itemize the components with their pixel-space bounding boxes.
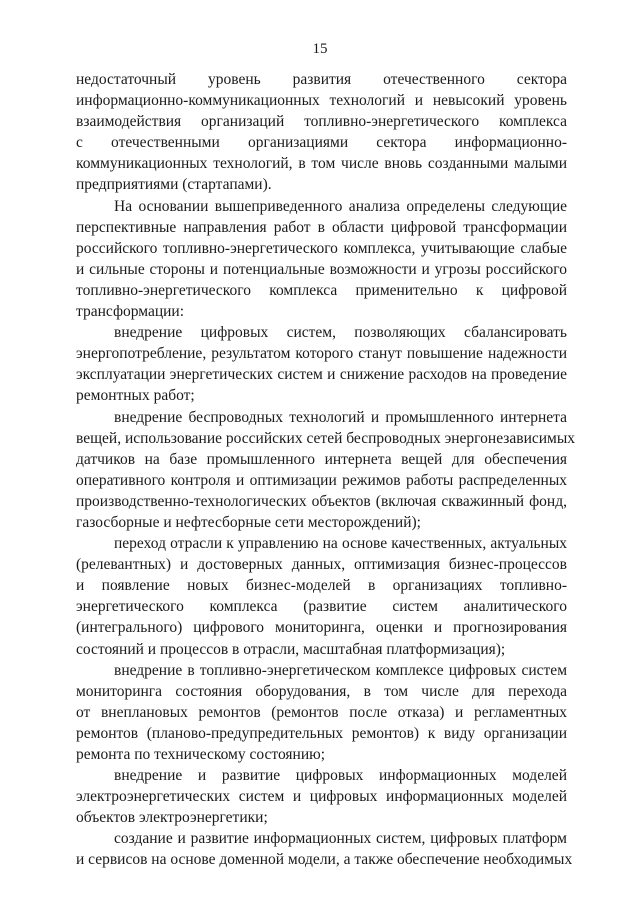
text-line: предприятиями (стартапами). [76, 176, 272, 194]
text-line: (релевантных) и достоверных данных, оптимизация бизнес-процессов [76, 556, 567, 574]
text-line: трансформации: [76, 303, 185, 321]
text-line: внедрение в топливно-энергетическом комплексе цифровых систем [114, 661, 567, 679]
text-line: коммуникационных технологий, в том числе вновь созданными малыми [76, 155, 567, 173]
text-line: внедрение и развитие цифровых информационных моделей [114, 767, 567, 785]
paragraph [76, 69, 567, 196]
text-line: переход отрасли к управлению на основе качественных, актуальных [114, 535, 567, 553]
text-line: и появление новых бизнес-моделей в организациях топливно- [76, 577, 567, 595]
paragraph [76, 196, 567, 323]
text-line: топливно-энергетического комплекса применительно к цифровой [76, 281, 567, 299]
paragraph [76, 765, 567, 828]
text-line: вещей, использование российских сетей беспроводных энергонезависимых [76, 429, 576, 447]
text-line: и сервисов на основе доменной модели, а также обеспечение необходимых [76, 851, 573, 869]
text-line: перспективные направления работ в области цифровой трансформации [76, 218, 567, 236]
text-line: энергетического комплекса (развитие систем аналитического [76, 598, 567, 616]
text-line: электроэнергетических систем и цифровых информационных моделей [76, 788, 567, 806]
text-line: состояний и процессов в отрасли, масштабная платформизация); [76, 640, 506, 658]
page-number: 15 [312, 41, 328, 57]
text-line: На основании вышеприведенного анализа определены следующие [114, 197, 567, 215]
text-line: эксплуатации энергетических систем и снижение расходов на проведение [76, 366, 567, 384]
paragraph [76, 322, 567, 406]
text-line: взаимодействия организаций топливно-энергетического комплекса [76, 113, 567, 131]
text-line: ремонта по техническому состоянию; [76, 746, 326, 763]
text-line: датчиков на базе промышленного интернета вещей для обеспечения [76, 450, 567, 468]
text-line: энергопотребление, результатом которого станут повышение надежности [76, 345, 567, 363]
text-line: производственно-технологических объектов (включая скважинный фонд, [76, 492, 567, 510]
text-line: ремонтов (планово-предупредительных ремонтов) к виду организации [76, 724, 567, 742]
text-line: российского топливно-энергетического комплекса, учитывающие слабые [76, 239, 567, 257]
text-line: объектов электроэнергетики; [76, 809, 268, 827]
text-line: внедрение беспроводных технологий и промышленного интернета [114, 408, 567, 426]
paragraph [76, 828, 573, 870]
paragraph [76, 407, 576, 534]
text-line: газосборные и нефтесборные сети месторождений); [76, 513, 421, 531]
text-line: (интегрального) цифрового мониторинга, оценки и прогнозирования [76, 619, 567, 637]
text-line: ремонтных работ; [76, 387, 195, 405]
text-line: от внеплановых ремонтов (ремонтов после отказа) и регламентных [76, 703, 567, 721]
paragraph [76, 660, 567, 765]
text-line: мониторинга состояния оборудования, в том числе для перехода [76, 682, 567, 700]
text-line: с отечественными организациями сектора информационно- [76, 134, 567, 152]
text-line: недостаточный уровень развития отечественного сектора [76, 71, 567, 88]
text-line: и сильные стороны и потенциальные возможности и угрозы российского [76, 260, 567, 278]
paragraph [76, 533, 567, 660]
text-line: информационно-коммуникационных технологий и невысокий уровень [76, 92, 567, 110]
text-line: внедрение цифровых систем, позволяющих сбалансировать [114, 324, 567, 342]
document-body [76, 69, 576, 871]
text-line: оперативного контроля и оптимизации режимов работы распределенных [76, 471, 567, 489]
text-line: создание и развитие информационных систем, цифровых платформ [114, 830, 567, 848]
